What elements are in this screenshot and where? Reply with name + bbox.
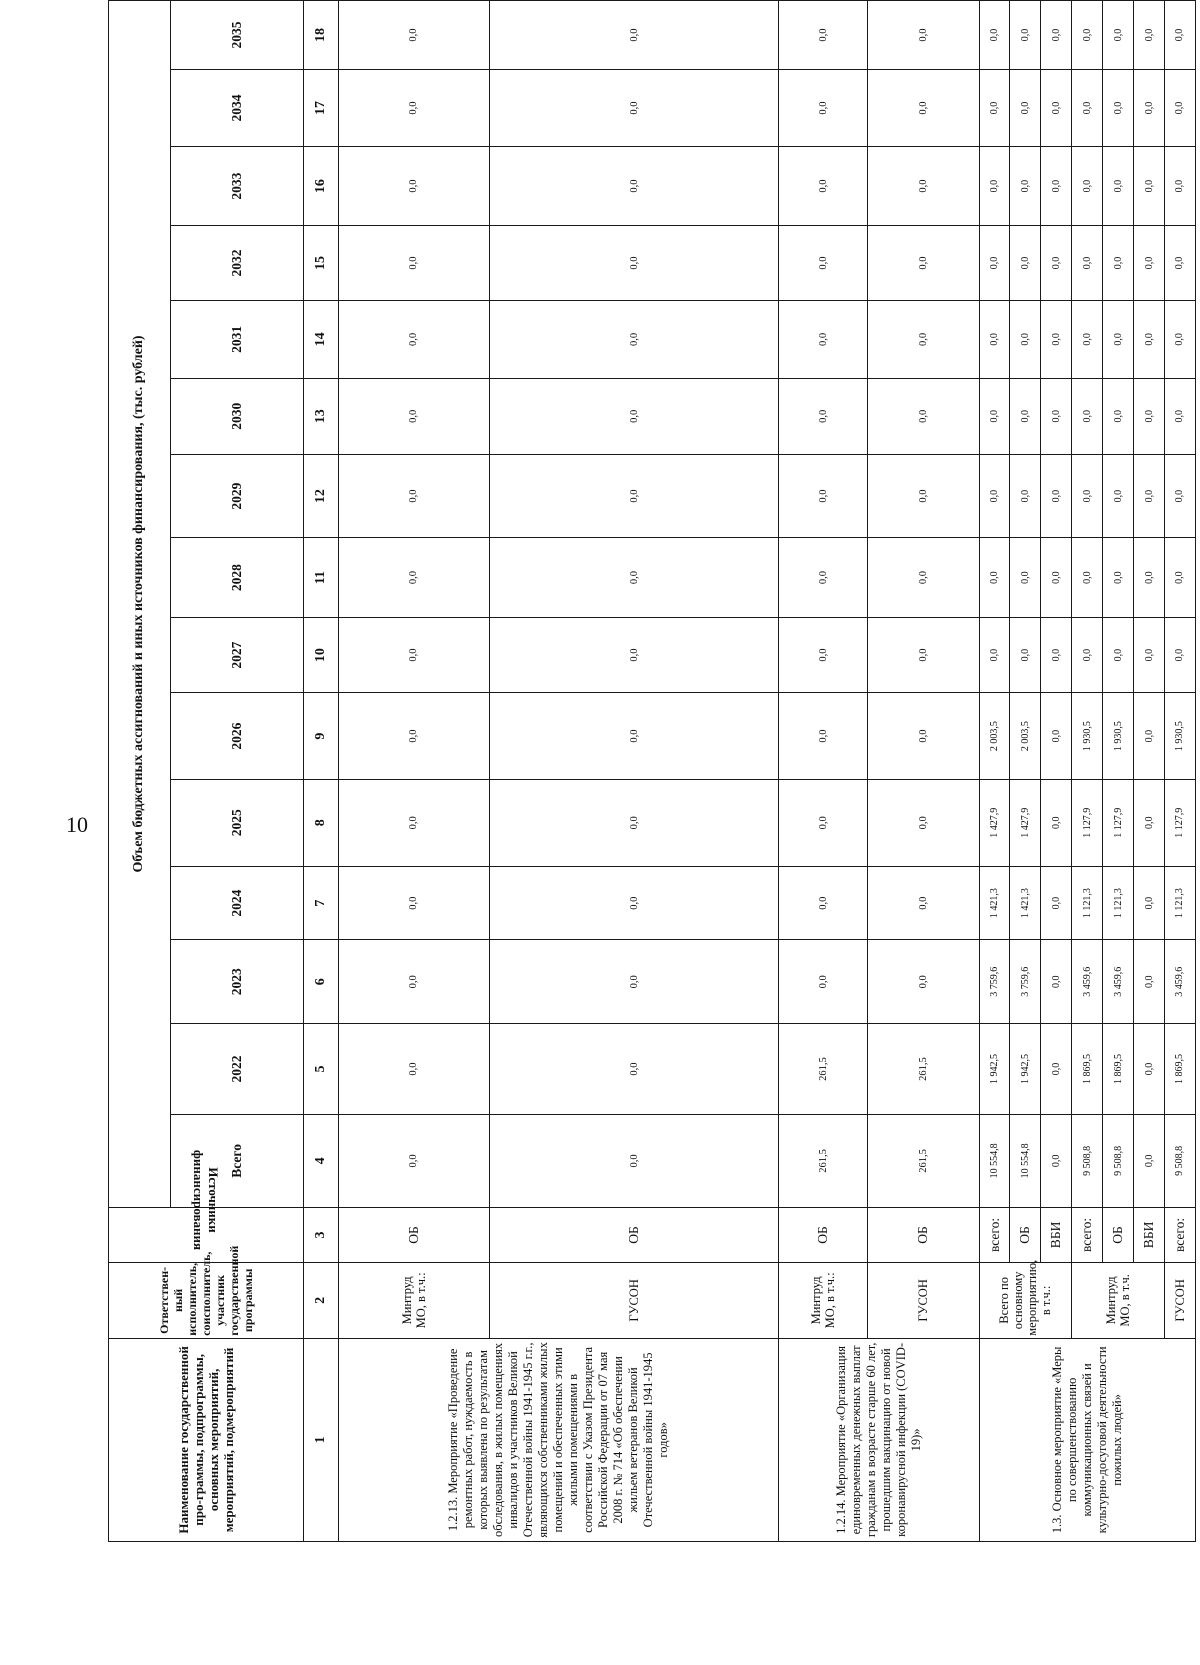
header-col-number: 5 — [304, 1024, 339, 1115]
value-cell: 0,0 — [979, 146, 1010, 225]
header-year: 2027 — [170, 617, 304, 693]
value-cell: 3 759,6 — [1010, 940, 1041, 1024]
value-cell: 261,5 — [868, 1114, 979, 1207]
value-cell: 1 427,9 — [1010, 779, 1041, 866]
value-cell: 0,0 — [1164, 538, 1195, 617]
value-cell: 0,0 — [1041, 940, 1072, 1024]
value-cell: 0,0 — [1134, 693, 1165, 779]
header-col-number: 13 — [304, 378, 339, 454]
value-cell: 2 003,5 — [979, 693, 1010, 779]
value-cell: 1 427,9 — [979, 779, 1010, 866]
value-cell: 0,0 — [339, 1024, 490, 1115]
value-cell: 0,0 — [868, 940, 979, 1024]
value-cell: 0,0 — [1134, 1114, 1165, 1207]
value-cell: 0,0 — [339, 779, 490, 866]
value-cell: 3 459,6 — [1072, 940, 1103, 1024]
executor-cell: ГУСОН — [489, 1262, 778, 1338]
value-cell: 0,0 — [1134, 940, 1165, 1024]
measure-name: 1.3. Основное мероприятие «Меры по совершенствованию коммуникационных связей и культурно-досуговой деятельности пожилых людей» — [979, 1338, 1195, 1541]
value-cell: 0,0 — [779, 454, 868, 538]
value-cell: 0,0 — [339, 617, 490, 693]
table-row — [1072, 1, 1103, 1542]
value-cell: 0,0 — [868, 1, 979, 70]
value-cell: 0,0 — [489, 866, 778, 939]
value-cell: 0,0 — [489, 617, 778, 693]
value-cell: 0,0 — [1134, 70, 1165, 147]
value-cell: 1 942,5 — [1010, 1024, 1041, 1115]
header-row-top — [109, 1, 171, 1542]
value-cell: 0,0 — [868, 617, 979, 693]
value-cell: 0,0 — [489, 538, 778, 617]
value-cell: 2 003,5 — [1010, 693, 1041, 779]
value-cell: 1 121,3 — [1164, 866, 1195, 939]
value-cell: 0,0 — [979, 617, 1010, 693]
value-cell: 261,5 — [779, 1024, 868, 1115]
value-cell: 0,0 — [339, 866, 490, 939]
value-cell: 0,0 — [1072, 146, 1103, 225]
value-cell: 0,0 — [489, 378, 778, 454]
value-cell: 0,0 — [1134, 1, 1165, 70]
value-cell: 0,0 — [779, 146, 868, 225]
source-cell: ВБИ — [1041, 1207, 1072, 1262]
value-cell: 0,0 — [868, 226, 979, 301]
header-sources-text: Источники финансирования — [191, 1149, 222, 1251]
value-cell: 0,0 — [1134, 866, 1165, 939]
header-year: 2030 — [170, 378, 304, 454]
value-cell: 0,0 — [489, 940, 778, 1024]
value-cell: 1 930,5 — [1103, 693, 1134, 779]
value-cell: 0,0 — [1103, 378, 1134, 454]
header-col-number: 7 — [304, 866, 339, 939]
value-cell: 0,0 — [339, 940, 490, 1024]
value-cell: 0,0 — [979, 70, 1010, 147]
value-cell: 0,0 — [1072, 617, 1103, 693]
header-year: 2035 — [170, 1, 304, 70]
value-cell: 0,0 — [1010, 378, 1041, 454]
value-cell: 1 421,3 — [1010, 866, 1041, 939]
value-cell: 0,0 — [1134, 454, 1165, 538]
value-cell: 0,0 — [489, 70, 778, 147]
value-cell: 9 508,8 — [1072, 1114, 1103, 1207]
value-cell: 0,0 — [489, 1114, 778, 1207]
executor-cell: Минтруд МО, в т.ч.: — [779, 1262, 868, 1338]
header-col-number: 15 — [304, 226, 339, 301]
table-row — [1164, 1, 1195, 1542]
value-cell: 0,0 — [339, 146, 490, 225]
value-cell: 0,0 — [1041, 70, 1072, 147]
header-col-number: 9 — [304, 693, 339, 779]
value-cell: 0,0 — [1072, 70, 1103, 147]
value-cell: 0,0 — [339, 693, 490, 779]
header-year: 2028 — [170, 538, 304, 617]
header-col-number: 8 — [304, 779, 339, 866]
value-cell: 9 508,8 — [1103, 1114, 1134, 1207]
value-cell: 1 869,5 — [1164, 1024, 1195, 1115]
value-cell: 0,0 — [489, 1, 778, 70]
table-row — [979, 1, 1010, 1542]
value-cell: 0,0 — [1134, 300, 1165, 378]
rotated-table-container — [108, 0, 1196, 1542]
value-cell: 0,0 — [1103, 454, 1134, 538]
header-year: 2034 — [170, 70, 304, 147]
header-col-number: 6 — [304, 940, 339, 1024]
value-cell: 0,0 — [1010, 454, 1041, 538]
value-cell: 0,0 — [1041, 1, 1072, 70]
value-cell: 1 127,9 — [1072, 779, 1103, 866]
header-col-number: 14 — [304, 300, 339, 378]
source-cell: всего: — [1164, 1207, 1195, 1262]
header-volume: Объем бюджетных ассигнований и иных источников финансирования, (тыс. рублей) — [109, 1, 171, 1208]
value-cell: 0,0 — [339, 226, 490, 301]
value-cell: 0,0 — [779, 70, 868, 147]
value-cell: 0,0 — [1041, 226, 1072, 301]
header-name: Наименование государственной про-граммы, подпрограммы, основных мероприятий, мероприятий, подмероприятий — [109, 1338, 304, 1541]
executor-cell: ГУСОН — [868, 1262, 979, 1338]
header-executor: Ответствен-ный исполнитель, соисполнитель, участник государственной программы — [109, 1262, 304, 1338]
value-cell: 0,0 — [489, 226, 778, 301]
header-col-number: 3 — [304, 1207, 339, 1262]
value-cell: 0,0 — [868, 300, 979, 378]
value-cell: 0,0 — [1134, 538, 1165, 617]
value-cell: 0,0 — [1041, 454, 1072, 538]
value-cell: 0,0 — [779, 940, 868, 1024]
executor-cell: Всего по основному мероприятию, в т.ч.: — [979, 1262, 1072, 1338]
value-cell: 0,0 — [1041, 779, 1072, 866]
value-cell: 0,0 — [1041, 1114, 1072, 1207]
value-cell: 0,0 — [979, 226, 1010, 301]
value-cell: 0,0 — [979, 454, 1010, 538]
page-number: 10 — [66, 812, 88, 837]
value-cell: 0,0 — [1072, 538, 1103, 617]
value-cell: 0,0 — [868, 779, 979, 866]
header-year: 2024 — [170, 866, 304, 939]
value-cell: 0,0 — [779, 779, 868, 866]
header-row-numbers — [304, 1, 339, 1542]
value-cell: 10 554,8 — [1010, 1114, 1041, 1207]
value-cell: 0,0 — [1072, 454, 1103, 538]
header-col-number: 10 — [304, 617, 339, 693]
value-cell: 0,0 — [868, 146, 979, 225]
header-year: Всего — [170, 1114, 304, 1207]
table-body — [109, 1, 1196, 1542]
value-cell: 0,0 — [979, 538, 1010, 617]
measure-name: 1.2.14. Мероприятие «Организация единовременных денежных выплат гражданам в возрасте старше 60 лет, прошедшим вакцинацию от новой коронавирусной инфекции (COVID-19)» — [779, 1338, 979, 1541]
value-cell: 0,0 — [339, 70, 490, 147]
value-cell: 1 930,5 — [1164, 693, 1195, 779]
value-cell: 3 759,6 — [979, 940, 1010, 1024]
value-cell: 0,0 — [1134, 1024, 1165, 1115]
value-cell: 3 459,6 — [1103, 940, 1134, 1024]
value-cell: 9 508,8 — [1164, 1114, 1195, 1207]
executor-cell: Минтруд МО, в т.ч.: — [339, 1262, 490, 1338]
value-cell: 3 459,6 — [1164, 940, 1195, 1024]
value-cell: 0,0 — [1041, 538, 1072, 617]
value-cell: 0,0 — [1103, 300, 1134, 378]
value-cell: 1 127,9 — [1103, 779, 1134, 866]
value-cell: 0,0 — [339, 1114, 490, 1207]
value-cell: 0,0 — [1072, 300, 1103, 378]
value-cell: 0,0 — [489, 779, 778, 866]
header-year: 2025 — [170, 779, 304, 866]
value-cell: 0,0 — [1010, 70, 1041, 147]
header-col-number: 1 — [304, 1338, 339, 1541]
value-cell: 0,0 — [1164, 378, 1195, 454]
value-cell: 0,0 — [1010, 538, 1041, 617]
value-cell: 0,0 — [868, 378, 979, 454]
value-cell: 0,0 — [1041, 617, 1072, 693]
value-cell: 0,0 — [1072, 378, 1103, 454]
value-cell: 0,0 — [979, 1, 1010, 70]
header-col-number: 11 — [304, 538, 339, 617]
value-cell: 0,0 — [1041, 693, 1072, 779]
value-cell: 0,0 — [339, 454, 490, 538]
table-row — [779, 1, 868, 1542]
value-cell: 1 121,3 — [1072, 866, 1103, 939]
value-cell: 1 942,5 — [979, 1024, 1010, 1115]
value-cell: 0,0 — [1134, 617, 1165, 693]
value-cell: 0,0 — [1010, 146, 1041, 225]
source-cell: ОБ — [779, 1207, 868, 1262]
source-cell: ОБ — [489, 1207, 778, 1262]
header-year: 2023 — [170, 940, 304, 1024]
value-cell: 0,0 — [1164, 146, 1195, 225]
value-cell: 0,0 — [489, 693, 778, 779]
financing-table — [108, 0, 1196, 1542]
executor-cell: Минтруд МО, в т.ч. — [1072, 1262, 1165, 1338]
value-cell: 0,0 — [1103, 1, 1134, 70]
value-cell: 0,0 — [1041, 1024, 1072, 1115]
value-cell: 0,0 — [1164, 454, 1195, 538]
source-cell: ВБИ — [1134, 1207, 1165, 1262]
value-cell: 0,0 — [1134, 226, 1165, 301]
value-cell: 1 127,9 — [1164, 779, 1195, 866]
header-year: 2031 — [170, 300, 304, 378]
value-cell: 0,0 — [1164, 70, 1195, 147]
value-cell: 0,0 — [1164, 1, 1195, 70]
value-cell: 0,0 — [779, 378, 868, 454]
value-cell: 0,0 — [339, 300, 490, 378]
value-cell: 0,0 — [779, 617, 868, 693]
value-cell: 0,0 — [1103, 226, 1134, 301]
measure-name: 1.2.13. Мероприятие «Проведение ремонтных работ, нуждаемость в которых выявлена по результатам обследования, в жилых помещениях инвалидов и участников Великой Отечественной войны 1941-1945 г.г., являющихся собственниками жилых помещений и обеспеченных этими жилыми помещениями в соответствии с Указом Президента Российской Федерации от 07 мая 2008 г. № 714 «Об обеспечении жильем ветеранов Великой Отечественной войны 1941-1945 годов» — [339, 1338, 779, 1541]
header-year: 2022 — [170, 1024, 304, 1115]
value-cell: 0,0 — [1103, 538, 1134, 617]
value-cell: 0,0 — [1103, 146, 1134, 225]
value-cell: 0,0 — [1103, 70, 1134, 147]
table-row — [868, 1, 979, 1542]
value-cell: 0,0 — [868, 866, 979, 939]
value-cell: 1 869,5 — [1072, 1024, 1103, 1115]
source-cell: ОБ — [1103, 1207, 1134, 1262]
value-cell: 0,0 — [489, 146, 778, 225]
value-cell: 0,0 — [1041, 378, 1072, 454]
value-cell: 0,0 — [1134, 378, 1165, 454]
value-cell: 0,0 — [1041, 146, 1072, 225]
header-col-number: 2 — [304, 1262, 339, 1338]
source-cell: ОБ — [339, 1207, 490, 1262]
value-cell: 0,0 — [1134, 146, 1165, 225]
header-col-number: 17 — [304, 70, 339, 147]
source-cell: всего: — [1072, 1207, 1103, 1262]
header-year: 2029 — [170, 454, 304, 538]
value-cell: 0,0 — [339, 378, 490, 454]
value-cell: 1 121,3 — [1103, 866, 1134, 939]
value-cell: 0,0 — [868, 693, 979, 779]
value-cell: 0,0 — [1041, 866, 1072, 939]
source-cell: ОБ — [868, 1207, 979, 1262]
header-col-number: 12 — [304, 454, 339, 538]
table-row — [339, 1, 490, 1542]
value-cell: 0,0 — [779, 226, 868, 301]
header-col-number: 18 — [304, 1, 339, 70]
value-cell: 261,5 — [868, 1024, 979, 1115]
value-cell: 0,0 — [1164, 300, 1195, 378]
value-cell: 10 554,8 — [979, 1114, 1010, 1207]
header-col-number: 16 — [304, 146, 339, 225]
value-cell: 0,0 — [1010, 226, 1041, 301]
value-cell: 0,0 — [1010, 617, 1041, 693]
value-cell: 0,0 — [1010, 300, 1041, 378]
value-cell: 0,0 — [489, 1024, 778, 1115]
value-cell: 0,0 — [868, 538, 979, 617]
header-year: 2026 — [170, 693, 304, 779]
value-cell: 261,5 — [779, 1114, 868, 1207]
value-cell: 0,0 — [1072, 1, 1103, 70]
value-cell: 0,0 — [1134, 779, 1165, 866]
value-cell: 0,0 — [1041, 300, 1072, 378]
value-cell: 0,0 — [339, 1, 490, 70]
value-cell: 0,0 — [1010, 1, 1041, 70]
value-cell: 1 930,5 — [1072, 693, 1103, 779]
header-col-number: 4 — [304, 1114, 339, 1207]
value-cell: 0,0 — [1103, 617, 1134, 693]
value-cell: 0,0 — [868, 70, 979, 147]
value-cell: 1 421,3 — [979, 866, 1010, 939]
value-cell: 0,0 — [339, 538, 490, 617]
value-cell: 0,0 — [779, 866, 868, 939]
value-cell: 0,0 — [489, 300, 778, 378]
value-cell: 0,0 — [779, 538, 868, 617]
value-cell: 0,0 — [489, 454, 778, 538]
value-cell: 0,0 — [979, 300, 1010, 378]
value-cell: 0,0 — [779, 1, 868, 70]
value-cell: 0,0 — [979, 378, 1010, 454]
value-cell: 0,0 — [1164, 226, 1195, 301]
value-cell: 1 869,5 — [1103, 1024, 1134, 1115]
value-cell: 0,0 — [868, 454, 979, 538]
source-cell: ОБ — [1010, 1207, 1041, 1262]
value-cell: 0,0 — [779, 300, 868, 378]
table-row — [489, 1, 778, 1542]
header-year: 2032 — [170, 226, 304, 301]
source-cell: всего: — [979, 1207, 1010, 1262]
value-cell: 0,0 — [1072, 226, 1103, 301]
value-cell: 0,0 — [1164, 617, 1195, 693]
header-year: 2033 — [170, 146, 304, 225]
value-cell: 0,0 — [779, 693, 868, 779]
executor-cell: ГУСОН — [1164, 1262, 1195, 1338]
